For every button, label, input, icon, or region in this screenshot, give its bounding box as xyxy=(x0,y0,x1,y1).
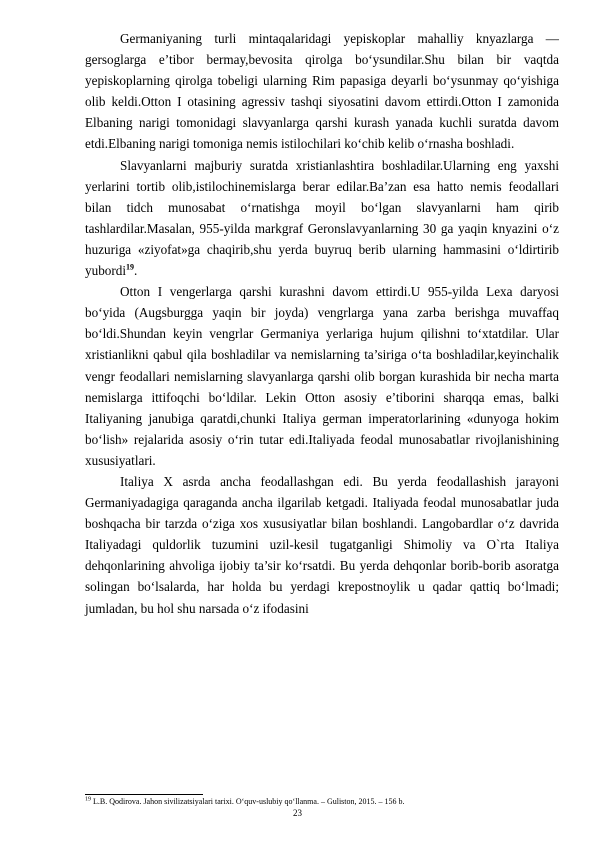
footnote-text: L.B. Qodirova. Jahon sivilizatsiyalari tarixi. O‘quv-uslubiy qo‘llanma. – Guliston, 2015. – 156 b. xyxy=(91,797,405,806)
body-text xyxy=(85,28,559,619)
paragraph-2-end: . xyxy=(134,263,138,279)
paragraph-1: Germaniyaning turli mintaqalaridagi yepiskoplar mahalliy knyazlarga — gersoglarga e’tibor bermay,bevosita qirolga bo‘ysundilar.Shu bilan bir vaqtda yepiskoplarning qirolga tobeligi ularning Rim papasiga deyarli bo‘ysunmay qo‘yishiga olib keldi.Otton I otasining agressiv tashqi siyosatini davom ettirdi.Otton I zamonida Elbaning narigi tomonidagi slavyanlarga qarshi kurash yanada kuchli suratda davom etdi.Elbaning narigi tomoniga nemis istilochilari ko‘chib kelib o‘rnasha boshladi. xyxy=(85,31,559,152)
page-number: 23 xyxy=(293,808,302,818)
paragraph-2-text: Slavyanlarni majburiy suratda xristianlashtira boshladilar.Ularning eng yaxshi yerlarini tortib olib,istilochinemislarga berar edilar.Ba’zan esa hatto nemis feodallari bilan tidch munosabat o‘rnatishga moyil bo‘lgan slavyanlarni ham qirib tashlardilar.Masalan, 955-yilda markgraf Geronslavyanlarning 30 ga yaqin knyazini o‘z huzuriga «ziyofat»ga chaqirib,shu yerda buyruq berib ularning hammasini o‘ldirtirib yubordi xyxy=(85,157,559,279)
footnote-marker: 19 xyxy=(85,796,91,803)
paragraph-3: Otton I vengerlarga qarshi kurashni davom ettirdi.U 955-yilda Lexa daryosi bo‘yida (Augsburgga yaqin bir joyda) vengrlarga yana zarba berishga muvaffaq bo‘ldi.Shundan keyin vengrlar Germaniya yerlariga hujum qilishni to‘xtatdilar. Ular xristianlikni qabul qila boshladilar va nemislarning ta’siriga o‘ta boshladilar,keyinchalik vengr feodallari nemislarning slavyanlarga qarshi olib borgan kurashida bir necha marta nemislarga ittifoqchi bo‘ldilar. Lekin Otton asosiy e’tiborini sharqqa emas, balki Italiyaning janubiga qaratdi,chunki Italiya german imperatorlarining «dunyoga hokim bo‘lish» rejalarida asosiy o‘rin tutar edi.Italiyada feodal munosabatlar rivojlanishining xususiyatlari. xyxy=(85,284,559,468)
footnote-reference[interactable]: 19 xyxy=(126,262,135,272)
paragraph-4: Italiya X asrda ancha feodallashgan edi. Bu yerda feodallashish jarayoni Germaniyadagiga qaraganda ancha ilgarilab ketgadi. Italiyada feodal munosabatlar juda boshqacha bir tarzda o‘ziga xos xususiyatlar bilan boshlandi. Langobardlar o‘z davrida Italiyadagi quldorlik tuzumini uzil-kesil tugatganligi Shimoliy va O`rta Italiya dehqonlarining ahvoliga ijobiy ta’sir ko‘rsatdi. Bu yerda dehqonlar borib-borib asoratga solingan bo‘lsalarda, har holda bu yerdagi krepostnoylik u qadar qattiq bo‘lmadi; jumladan, bu hol shu narsada o‘z ifodasini xyxy=(85,473,559,616)
footnote xyxy=(85,797,559,807)
paragraph-2 xyxy=(85,155,559,282)
footnote-separator xyxy=(85,794,203,795)
